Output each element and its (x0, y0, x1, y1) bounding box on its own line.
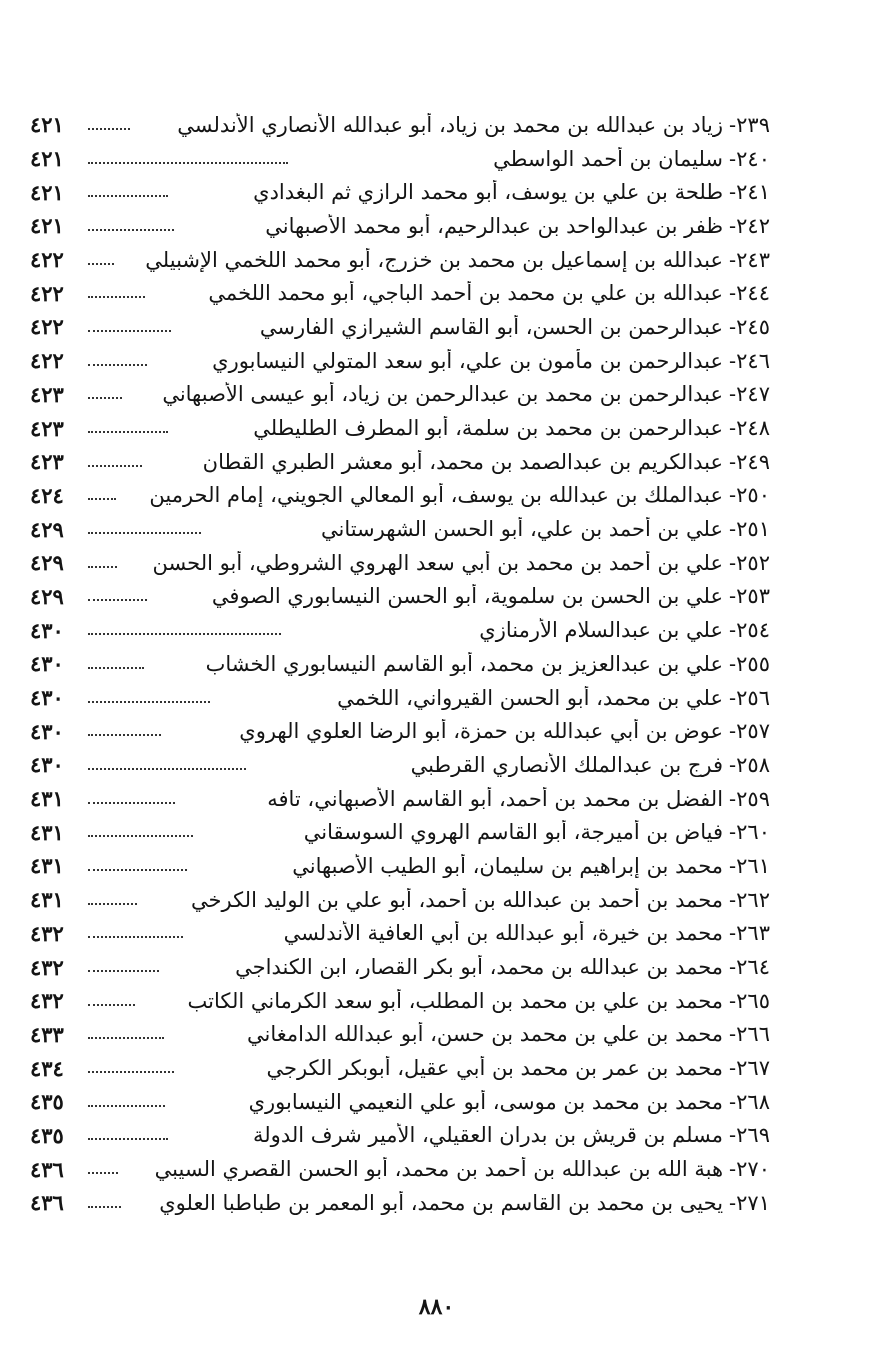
entry-page-number: ٤٢٣ (30, 449, 64, 475)
entry-title (136, 113, 770, 137)
dot-leader (88, 970, 159, 972)
entry-page-number: ٤٣١ (30, 786, 64, 812)
entry-page-number: ٤٣٠ (30, 718, 64, 744)
dot-leader (88, 1206, 121, 1208)
entry-dash: - (729, 314, 737, 339)
entry-page-number: ٤٣٦ (30, 1190, 64, 1216)
dot-leader (88, 936, 183, 938)
entry-title (171, 1090, 770, 1114)
entry-dash: - (729, 213, 737, 238)
toc-entry (30, 378, 770, 412)
dot-leader (88, 532, 201, 534)
entry-title (127, 1191, 770, 1215)
entry-number: ٢٥٨ (736, 752, 770, 777)
entry-title (128, 382, 770, 406)
entry-title (141, 989, 770, 1013)
entry-text: عبدالرحمن بن الحسن، أبو القاسم الشيرازي الفارسي (259, 314, 724, 339)
entry-page-number: ٤٢١ (30, 179, 64, 205)
entry-dash: - (729, 584, 737, 609)
toc-entry (30, 782, 770, 816)
toc-entry (30, 175, 770, 209)
entry-dash: - (729, 112, 737, 137)
dot-leader (88, 195, 168, 197)
entry-text: عبدالله بن علي بن محمد بن أحمد الباجي، أبو محمد اللخمي (208, 281, 724, 306)
entry-dash: - (729, 517, 737, 542)
toc-entry (30, 1018, 770, 1052)
entry-title (294, 147, 770, 171)
entry-dash: - (729, 449, 737, 474)
entry-text: محمد بن عمر بن محمد بن أبي عقيل، أبوبكر الكرجي (266, 1056, 724, 1081)
entry-text: محمد بن علي بن محمد بن حسن، أبو عبدالله الدامغاني (246, 1022, 724, 1047)
entry-title (150, 652, 770, 676)
toc-entry (30, 647, 770, 681)
entry-number: ٢٥٦ (736, 685, 770, 710)
entry-title (165, 955, 770, 979)
toc-entry (30, 1051, 770, 1085)
entry-text: علي بن أحمد بن علي، أبو الحسن الشهرستاني (320, 517, 724, 542)
entry-number: ٢٤٩ (736, 449, 770, 474)
entry-number: ٢٥٥ (736, 651, 770, 676)
entry-dash: - (729, 955, 737, 980)
toc-entry (30, 108, 770, 142)
entry-number: ٢٥٠ (736, 483, 770, 508)
entry-page-number: ٤٢١ (30, 213, 64, 239)
entry-page-number: ٤٣٤ (30, 1055, 64, 1081)
entry-page-number: ٤٢٣ (30, 415, 64, 441)
dot-leader (88, 1172, 118, 1174)
entry-dash: - (729, 887, 737, 912)
toc-entry (30, 883, 770, 917)
entry-number: ٢٣٩ (736, 112, 770, 137)
entry-dash: - (729, 651, 737, 676)
entry-text: محمد بن إبراهيم بن سليمان، أبو الطيب الأصبهاني (292, 853, 724, 878)
entry-number: ٢٦٣ (736, 921, 770, 946)
dot-leader (88, 566, 117, 568)
dot-leader (88, 768, 246, 770)
toc-entry (30, 917, 770, 951)
entry-number: ٢٦٦ (736, 1022, 770, 1047)
entry-number: ٢٥٩ (736, 786, 770, 811)
entry-page-number: ٤٣٠ (30, 685, 64, 711)
entry-page-number: ٤٢٢ (30, 247, 64, 273)
toc-entry (30, 512, 770, 546)
toc-entry (30, 142, 770, 176)
toc-entry (30, 714, 770, 748)
entry-page-number: ٤٣٠ (30, 651, 64, 677)
table-of-contents (30, 108, 770, 1220)
dot-leader (88, 465, 142, 467)
entry-title (180, 214, 770, 238)
entry-number: ٢٤٣ (736, 247, 770, 272)
entry-dash: - (729, 550, 737, 575)
dot-leader (88, 263, 114, 265)
entry-dash: - (729, 483, 737, 508)
entry-dash: - (729, 820, 737, 845)
entry-title (252, 753, 770, 777)
entry-text: محمد بن محمد بن موسى، أبو علي النعيمي النيسابوري (248, 1089, 724, 1114)
entry-text: محمد بن أحمد بن عبدالله بن أحمد، أبو علي بن الوليد الكرخي (191, 887, 724, 912)
entry-title (207, 517, 770, 541)
entry-text: علي بن الحسن بن سلموية، أبو الحسن النيسابوري الصوفي (211, 584, 724, 609)
entry-text: علي بن عبدالسلام الأرمنازي (479, 618, 724, 643)
entry-number: ٢٦٧ (736, 1056, 770, 1081)
entry-title (143, 888, 771, 912)
entry-number: ٢٦٠ (736, 820, 770, 845)
entry-page-number: ٤٢٢ (30, 314, 64, 340)
entry-title (193, 854, 770, 878)
entry-number: ٢٤٥ (736, 314, 770, 339)
entry-text: عبدالملك بن عبدالله بن يوسف، أبو المعالي الجويني، إمام الحرمين (149, 483, 724, 508)
entry-dash: - (729, 719, 737, 744)
entry-page-number: ٤٣٥ (30, 1122, 64, 1148)
entry-page-number: ٤٣١ (30, 819, 64, 845)
dot-leader (88, 1071, 174, 1073)
entry-title (153, 349, 770, 373)
entry-number: ٢٥١ (736, 517, 770, 542)
entry-number: ٢٥٢ (736, 550, 770, 575)
entry-dash: - (729, 382, 737, 407)
dot-leader (88, 633, 281, 635)
toc-entry (30, 276, 770, 310)
entry-number: ٢٧١ (736, 1190, 770, 1215)
entry-text: الفضل بن محمد بن أحمد، أبو القاسم الأصبهاني، تافه (267, 786, 724, 811)
entry-dash: - (729, 1022, 737, 1047)
entry-text: محمد بن خيرة، أبو عبدالله بن أبي العافية الأندلسي (283, 921, 724, 946)
entry-number: ٢٤٨ (736, 416, 770, 441)
entry-title (199, 820, 770, 844)
dot-leader (88, 498, 116, 500)
dot-leader (88, 701, 210, 703)
entry-text: زياد بن عبدالله بن محمد بن زياد، أبو عبدالله الأنصاري الأندلسي (177, 112, 724, 137)
toc-entry (30, 681, 770, 715)
entry-number: ٢٤٧ (736, 382, 770, 407)
entry-text: محمد بن علي بن محمد بن المطلب، أبو سعد الكرماني الكاتب (187, 988, 724, 1013)
toc-entry (30, 411, 770, 445)
dot-leader (88, 431, 168, 433)
entry-dash: - (729, 618, 737, 643)
entry-page-number: ٤٣٢ (30, 920, 64, 946)
dot-leader (88, 364, 147, 366)
entry-page-number: ٤٢٩ (30, 583, 64, 609)
dot-leader (88, 162, 288, 164)
dot-leader (88, 903, 137, 905)
entry-page-number: ٤٢١ (30, 146, 64, 172)
entry-dash: - (729, 1089, 737, 1114)
entry-dash: - (729, 1190, 737, 1215)
entry-title (177, 315, 770, 339)
entry-text: فياض بن أميرجة، أبو القاسم الهروي السوسقاني (303, 820, 724, 845)
entry-title (170, 1022, 770, 1046)
entry-text: عوض بن أبي عبدالله بن حمزة، أبو الرضا العلوي الهروي (239, 719, 724, 744)
dot-leader (88, 1004, 135, 1006)
entry-title (180, 1056, 770, 1080)
entry-page-number: ٤٣٣ (30, 1021, 64, 1047)
entry-page-number: ٤٢٢ (30, 348, 64, 374)
entry-text: علي بن عبدالعزيز بن محمد، أبو القاسم النيسابوري الخشاب (205, 651, 724, 676)
page-number: ٨٨٠ (418, 1294, 455, 1320)
toc-entry (30, 849, 770, 883)
entry-dash: - (729, 853, 737, 878)
toc-entry (30, 243, 770, 277)
toc-entry (30, 344, 770, 378)
entry-page-number: ٤٢٩ (30, 516, 64, 542)
entry-number: ٢٤٤ (736, 281, 770, 306)
toc-entry (30, 815, 770, 849)
dot-leader (88, 229, 174, 231)
entry-dash: - (729, 752, 737, 777)
entry-page-number: ٤٣٢ (30, 988, 64, 1014)
dot-leader (88, 330, 171, 332)
entry-title (153, 584, 770, 608)
entry-number: ٢٥٣ (736, 584, 770, 609)
entry-text: علي بن محمد، أبو الحسن القيرواني، اللخمي (337, 685, 724, 710)
entry-dash: - (729, 180, 737, 205)
dot-leader (88, 599, 147, 601)
toc-entry (30, 1186, 770, 1220)
entry-dash: - (729, 988, 737, 1013)
toc-entry (30, 580, 770, 614)
dot-leader (88, 869, 187, 871)
entry-page-number: ٤٣٠ (30, 617, 64, 643)
toc-entry (30, 748, 770, 782)
entry-page-number: ٤٢٩ (30, 550, 64, 576)
entry-dash: - (729, 281, 737, 306)
entry-page-number: ٤٢١ (30, 112, 64, 138)
dot-leader (88, 802, 175, 804)
toc-entry (30, 310, 770, 344)
entry-text: سليمان بن أحمد الواسطي (493, 146, 724, 171)
entry-number: ٢٦٢ (736, 887, 770, 912)
entry-title (148, 450, 770, 474)
dot-leader (88, 296, 145, 298)
entry-dash: - (729, 1123, 737, 1148)
toc-entry (30, 445, 770, 479)
entry-dash: - (729, 348, 737, 373)
entry-dash: - (729, 416, 737, 441)
entry-number: ٢٤٢ (736, 213, 770, 238)
entry-text: عبدالرحمن بن مأمون بن علي، أبو سعد المتولي النيسابوري (212, 348, 724, 373)
entry-title (122, 483, 770, 507)
entry-text: عبدالرحمن بن محمد بن سلمة، أبو المطرف الطليطلي (253, 416, 724, 441)
entry-text: مسلم بن قريش بن بدران العقيلي، الأمير شرف الدولة (253, 1123, 724, 1148)
entry-text: عبدالله بن إسماعيل بن محمد بن خزرج، أبو محمد اللخمي الإشبيلي (145, 247, 724, 272)
entry-dash: - (729, 1157, 737, 1182)
entry-text: طلحة بن علي بن يوسف، أبو محمد الرازي ثم البغدادي (253, 180, 724, 205)
entry-text: هبة الله بن عبدالله بن أحمد بن محمد، أبو الحسن القصري السيبي (154, 1157, 724, 1182)
entry-number: ٢٦٥ (736, 988, 770, 1013)
entry-number: ٢٧٠ (736, 1157, 770, 1182)
entry-dash: - (729, 1056, 737, 1081)
entry-page-number: ٤٣٠ (30, 752, 64, 778)
entry-number: ٢٤٦ (736, 348, 770, 373)
entry-title (167, 719, 770, 743)
dot-leader (88, 1138, 168, 1140)
toc-entry (30, 546, 770, 580)
entry-dash: - (729, 786, 737, 811)
entry-title (124, 1157, 770, 1181)
dot-leader (88, 667, 144, 669)
toc-entry (30, 950, 770, 984)
entry-page-number: ٤٣١ (30, 887, 64, 913)
entry-title (216, 686, 770, 710)
entry-title (181, 787, 770, 811)
dot-leader (88, 128, 130, 130)
toc-entry (30, 1152, 770, 1186)
entry-title (151, 281, 770, 305)
entry-title (189, 921, 770, 945)
dot-leader (88, 1105, 165, 1107)
entry-number: ٢٤١ (736, 180, 770, 205)
entry-title (174, 416, 770, 440)
entry-title (123, 551, 770, 575)
entry-text: يحيى بن محمد بن القاسم بن محمد، أبو المعمر بن طباطبا العلوي (159, 1190, 724, 1215)
entry-number: ٢٥٧ (736, 719, 770, 744)
toc-entry (30, 613, 770, 647)
entry-number: ٢٦٤ (736, 955, 770, 980)
entry-title (174, 180, 770, 204)
dot-leader (88, 835, 193, 837)
entry-number: ٢٦٨ (736, 1089, 770, 1114)
toc-entry (30, 479, 770, 513)
entry-text: عبدالكريم بن عبدالصمد بن محمد، أبو معشر الطبري القطان (202, 449, 724, 474)
entry-dash: - (729, 146, 737, 171)
dot-leader (88, 734, 161, 736)
entry-page-number: ٤٣٦ (30, 1156, 64, 1182)
entry-text: فرج بن عبدالملك الأنصاري القرطبي (410, 752, 724, 777)
toc-entry (30, 1085, 770, 1119)
toc-entry (30, 984, 770, 1018)
entry-text: علي بن أحمد بن محمد بن أبي سعد الهروي الشروطي، أبو الحسن (152, 550, 724, 575)
dot-leader (88, 397, 122, 399)
entry-dash: - (729, 921, 737, 946)
toc-entry (30, 209, 770, 243)
entry-text: ظفر بن عبدالواحد بن عبدالرحيم، أبو محمد الأصبهاني (265, 213, 724, 238)
entry-text: محمد بن عبدالله بن محمد، أبو بكر القصار، ابن الكنداجي (235, 955, 724, 980)
entry-page-number: ٤٣٥ (30, 1089, 64, 1115)
entry-number: ٢٦٩ (736, 1123, 770, 1148)
entry-page-number: ٤٢٣ (30, 381, 64, 407)
dot-leader (88, 1037, 165, 1039)
entry-title (287, 618, 770, 642)
entry-title (174, 1123, 771, 1147)
entry-dash: - (729, 685, 737, 710)
entry-dash: - (729, 247, 737, 272)
entry-number: ٢٤٠ (736, 146, 770, 171)
entry-page-number: ٤٣١ (30, 853, 64, 879)
entry-page-number: ٤٣٢ (30, 954, 64, 980)
entry-number: ٢٥٤ (736, 618, 770, 643)
entry-title (120, 248, 770, 272)
entry-number: ٢٦١ (736, 853, 770, 878)
entry-page-number: ٤٢٤ (30, 482, 64, 508)
entry-text: عبدالرحمن بن محمد بن عبدالرحمن بن زياد، أبو عيسى الأصبهاني (162, 382, 724, 407)
entry-page-number: ٤٢٢ (30, 280, 64, 306)
toc-entry (30, 1119, 770, 1153)
